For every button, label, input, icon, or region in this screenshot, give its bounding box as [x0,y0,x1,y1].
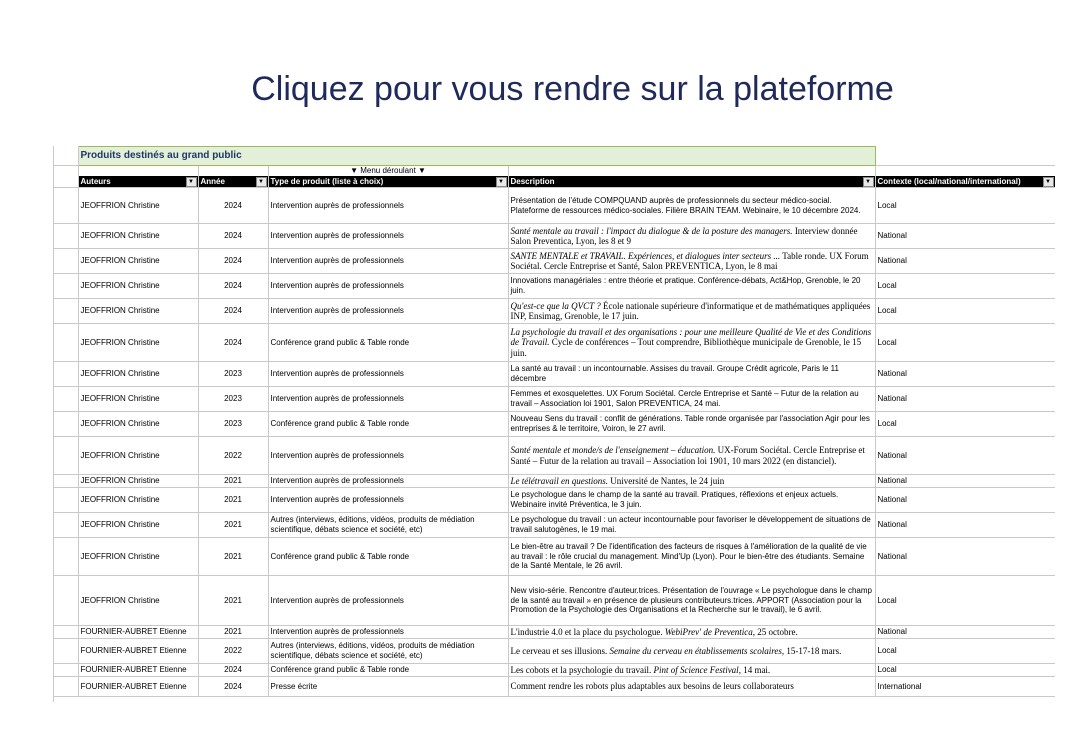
table-row [54,475,1055,488]
cell-year[interactable]: 2021 [198,513,268,538]
table-row [54,249,1055,274]
description-text: Le bien-être au travail ? De l'identification des facteurs de risques à l'amélioration de la qualité de vie au travail : le rôle crucial du management. Mind'Up (Lyon). Pour le bien-être des étudiants. Semaine de la Santé Mentale, le 26 avril. [510,542,867,571]
cell-context[interactable]: National [875,513,1055,538]
cell-context[interactable]: Local [875,576,1055,626]
cell-author[interactable]: JEOFFRION Christine [78,299,198,324]
cell-author[interactable]: JEOFFRION Christine [78,274,198,299]
cell-author[interactable]: FOURNIER-AUBRET Etienne [78,677,198,697]
cell-context[interactable]: National [875,249,1055,274]
cell-context[interactable]: National [875,626,1055,639]
filter-dropdown-icon[interactable]: ▼ [496,177,507,187]
cell-description[interactable] [508,664,875,677]
cell-context[interactable]: National [875,224,1055,249]
cell-context[interactable]: National [875,437,1055,475]
description-text: Le cerveau et ses illusions. [510,645,610,656]
table-row [54,677,1055,697]
cell-context[interactable]: Local [875,299,1055,324]
cell-context[interactable]: National [875,488,1055,513]
table-row [54,387,1055,412]
cell-description[interactable] [508,513,875,538]
cell-year[interactable]: 2024 [198,299,268,324]
cell-year[interactable]: 2022 [198,639,268,664]
description-text: Interview donnée Salon Preventica, Lyon, les 8 et 9 [510,225,858,246]
cell-year[interactable]: 2024 [198,249,268,274]
filter-dropdown-icon[interactable]: ▼ [256,177,267,187]
cell-author[interactable]: JEOFFRION Christine [78,475,198,488]
cell-type[interactable]: Intervention auprès de professionnels [268,475,508,488]
description-text: La santé au travail : un incontournable. Assises du travail. Groupe Crédit agricole, Paris le 11 décembre [510,364,839,383]
table-row [54,274,1055,299]
table-row [54,639,1055,664]
cell-description[interactable] [508,387,875,412]
cell-type[interactable]: Intervention auprès de professionnels [268,437,508,475]
cell-year[interactable]: 2021 [198,538,268,576]
description-text: Innovations managériales : entre théorie et pratique. Conférence-débats, Act&Hop, Grenoble, le 20 juin. [510,276,861,295]
description-text: New visio-série. Rencontre d'auteur.trices. Présentation de l'ouvrage « Le psychologue dans le champ de la santé au travail » en présence de plusieurs contributeurs.trices. APPORT (Association pour la Promotion de la Psychologie des Organisations et la Recherche sur le travail), le 6 avril. [510,586,872,615]
cell-author[interactable]: JEOFFRION Christine [78,249,198,274]
cell-type[interactable]: Conférence grand public & Table ronde [268,538,508,576]
cell-year[interactable]: 2022 [198,437,268,475]
cell-description[interactable] [508,488,875,513]
cell-type[interactable]: Conférence grand public & Table ronde [268,412,508,437]
cell-description[interactable] [508,188,875,224]
cell-context[interactable]: National [875,362,1055,387]
cell-description[interactable] [508,249,875,274]
filter-dropdown-icon[interactable]: ▼ [1043,177,1054,187]
cell-year[interactable]: 2024 [198,324,268,362]
cell-description[interactable] [508,538,875,576]
table-row [54,513,1055,538]
platform-link-headline[interactable]: Cliquez pour vous rendre sur la plateforme [251,70,894,108]
table-row [54,412,1055,437]
cell-context[interactable]: Local [875,664,1055,677]
cell-description[interactable] [508,362,875,387]
cell-author[interactable]: JEOFFRION Christine [78,188,198,224]
cell-context[interactable]: Local [875,639,1055,664]
table-row [54,626,1055,639]
description-text: UX-Forum Sociétal. Cercle Entreprise et Santé – Futur de la relation au travail – Association loi 1901, 10 mars 2022 (en distanciel). [510,445,865,466]
cell-description[interactable] [508,324,875,362]
table-row [54,576,1055,626]
filter-dropdown-icon[interactable]: ▼ [186,177,197,187]
table-row [54,324,1055,362]
cell-type[interactable]: Conférence grand public & Table ronde [268,664,508,677]
description-text: Les cobots et la psychologie du travail. [510,664,654,675]
cell-description[interactable] [508,412,875,437]
cell-description[interactable] [508,677,875,697]
description-italic: La psychologie du travail et des organisations : pour une meilleure Qualité de Vie et des Conditions de Travail. [510,326,872,348]
header-product-type[interactable]: Type de produit (liste à choix) ▼ [268,176,508,188]
cell-year[interactable]: 2021 [198,488,268,513]
cell-author[interactable]: FOURNIER-AUBRET Etienne [78,664,198,677]
cell-author[interactable]: JEOFFRION Christine [78,538,198,576]
description-text: Comment rendre les robots plus adaptables aux besoins de leurs collaborateurs [510,681,794,692]
description-text: Nouveau Sens du travail : conflit de générations. Table ronde organisée par l'association Agir pour les entreprises & le territoire, Voiron, le 27 avril. [510,414,870,433]
cell-description[interactable] [508,437,875,475]
cell-description[interactable] [508,224,875,249]
description-text: Le psychologue du travail : un acteur incontournable pour favoriser le développement de situations de travail salutogènes, le 19 mai. [510,515,871,534]
cell-type[interactable]: Intervention auprès de professionnels [268,362,508,387]
cell-context[interactable]: Local [875,274,1055,299]
description-italic: Qu'est-ce que la QVCT ? [510,300,601,311]
cell-year[interactable]: 2024 [198,188,268,224]
table-row [54,488,1055,513]
menu-dropdown-label[interactable]: ▼ Menu déroulant ▼ [268,166,508,177]
cell-context[interactable]: International [875,677,1055,697]
cell-year[interactable]: 2023 [198,412,268,437]
description-italic: SANTE MENTALE et TRAVAIL. Expériences, et dialogues inter secteurs ... [510,250,781,261]
table-row [54,188,1055,224]
description-italic: WebiPrev' de Preventica, [664,626,755,637]
cell-type[interactable]: Conférence grand public & Table ronde [268,324,508,362]
cell-type[interactable]: Intervention auprès de professionnels [268,387,508,412]
cell-author[interactable]: JEOFFRION Christine [78,488,198,513]
table-row [54,224,1055,249]
cell-type[interactable]: Autres (interviews, éditions, vidéos, produits de médiation scientifique, débats science et société, etc) [268,513,508,538]
header-description[interactable]: Description ▼ [508,176,875,188]
table-row [54,299,1055,324]
spreadsheet [53,146,1055,702]
description-text: 25 octobre. [754,626,798,637]
cell-type[interactable]: Intervention auprès de professionnels [268,274,508,299]
table-row [54,664,1055,677]
sheet-title: Produits destinés au grand public [78,147,875,166]
cell-year[interactable]: 2024 [198,224,268,249]
cell-author[interactable]: FOURNIER-AUBRET Etienne [78,626,198,639]
row-gutter [54,147,78,166]
cell-description[interactable] [508,639,875,664]
cell-description[interactable] [508,626,875,639]
description-italic: Santé mentale au travail : l'impact du dialogue & de la posture des managers. [510,225,793,236]
cell-year[interactable]: 2024 [198,664,268,677]
cell-type[interactable]: Intervention auprès de professionnels [268,299,508,324]
cell-type[interactable]: Intervention auprès de professionnels [268,224,508,249]
description-text: Présentation de l'étude COMPQUAND auprès de professionnels du secteur médico-social. Plateforme de ressources médico-sociales. Filière BRAIN TEAM. Webinaire, le 10 décembre 2024. [510,195,861,215]
cell-description[interactable] [508,475,875,488]
cell-year[interactable]: 2024 [198,274,268,299]
cell-type[interactable]: Intervention auprès de professionnels [268,249,508,274]
cell-type[interactable]: Presse écrite [268,677,508,697]
cell-description[interactable] [508,299,875,324]
cell-author[interactable]: FOURNIER-AUBRET Etienne [78,639,198,664]
header-year[interactable]: Année ▼ [198,176,268,188]
cell-author[interactable]: JEOFFRION Christine [78,224,198,249]
cell-type[interactable]: Intervention auprès de professionnels [268,576,508,626]
cell-author[interactable]: JEOFFRION Christine [78,576,198,626]
description-text: École nationale supérieure d'informatique et de mathématiques appliquées INP, Ensimag, Grenoble, le 17 juin. [510,300,871,321]
description-text: Université de Nantes, le 24 juin [607,475,725,486]
description-text: L'industrie 4.0 et la place du psychologue. [510,626,665,637]
description-text: Table ronde. UX Forum Sociétal. Cercle Entreprise et Santé, Salon PREVENTICA, Lyon, le 8 mai [510,250,869,271]
description-italic: Le télétravail en questions. [510,475,608,486]
cell-year[interactable]: 2023 [198,362,268,387]
description-text: Cycle de conférences – Tout comprendre, Bibliothèque municipale de Grenoble, le 15 juin. [510,337,862,358]
cell-year[interactable]: 2024 [198,677,268,697]
cell-year[interactable]: 2021 [198,475,268,488]
description-text: 15-17-18 mars. [784,645,842,656]
cell-year[interactable]: 2021 [198,576,268,626]
cell-type[interactable]: Intervention auprès de professionnels [268,626,508,639]
table-row [54,362,1055,387]
cell-context[interactable]: Local [875,188,1055,224]
products-table [54,146,1055,697]
description-italic: Pint of Science Festival, [653,664,741,675]
cell-author[interactable]: JEOFFRION Christine [78,387,198,412]
cell-type[interactable]: Intervention auprès de professionnels [268,188,508,224]
description-italic: Santé mentale et monde/s de l'enseignement – éducation. [510,445,716,455]
cell-author[interactable]: JEOFFRION Christine [78,324,198,362]
cell-year[interactable]: 2021 [198,626,268,639]
cell-author[interactable]: JEOFFRION Christine [78,412,198,437]
header-authors[interactable]: Auteurs ▼ [78,176,198,188]
cell-description[interactable] [508,576,875,626]
cell-context[interactable]: National [875,538,1055,576]
cell-author[interactable]: JEOFFRION Christine [78,362,198,387]
description-italic: Semaine du cerveau en établissements scolaires, [609,645,785,656]
cell-year[interactable]: 2023 [198,387,268,412]
table-row [54,437,1055,475]
description-text: Femmes et exosquelettes. UX Forum Sociétal. Cercle Entreprise et Santé – Futur de la relation au travail – Association loi 1901, Salon PREVENTICA, 24 mai. [510,389,859,408]
cell-context[interactable]: Local [875,412,1055,437]
description-text: Le psychologue dans le champ de la santé au travail. Pratiques, réflexions et enjeux actuels. Webinaire invité Préventica, le 3 juin. [510,490,839,509]
cell-type[interactable]: Intervention auprès de professionnels [268,488,508,513]
cell-context[interactable]: Local [875,324,1055,362]
cell-author[interactable]: JEOFFRION Christine [78,513,198,538]
cell-description[interactable] [508,274,875,299]
cell-type[interactable]: Autres (interviews, éditions, vidéos, produits de médiation scientifique, débats science et société, etc) [268,639,508,664]
table-row [54,538,1055,576]
header-context[interactable]: Contexte (local/national/international) ▼ [875,176,1055,188]
cell-context[interactable]: National [875,387,1055,412]
cell-author[interactable]: JEOFFRION Christine [78,437,198,475]
filter-dropdown-icon[interactable]: ▼ [863,177,874,187]
cell-context[interactable]: National [875,475,1055,488]
description-text: 14 mai. [740,664,771,675]
